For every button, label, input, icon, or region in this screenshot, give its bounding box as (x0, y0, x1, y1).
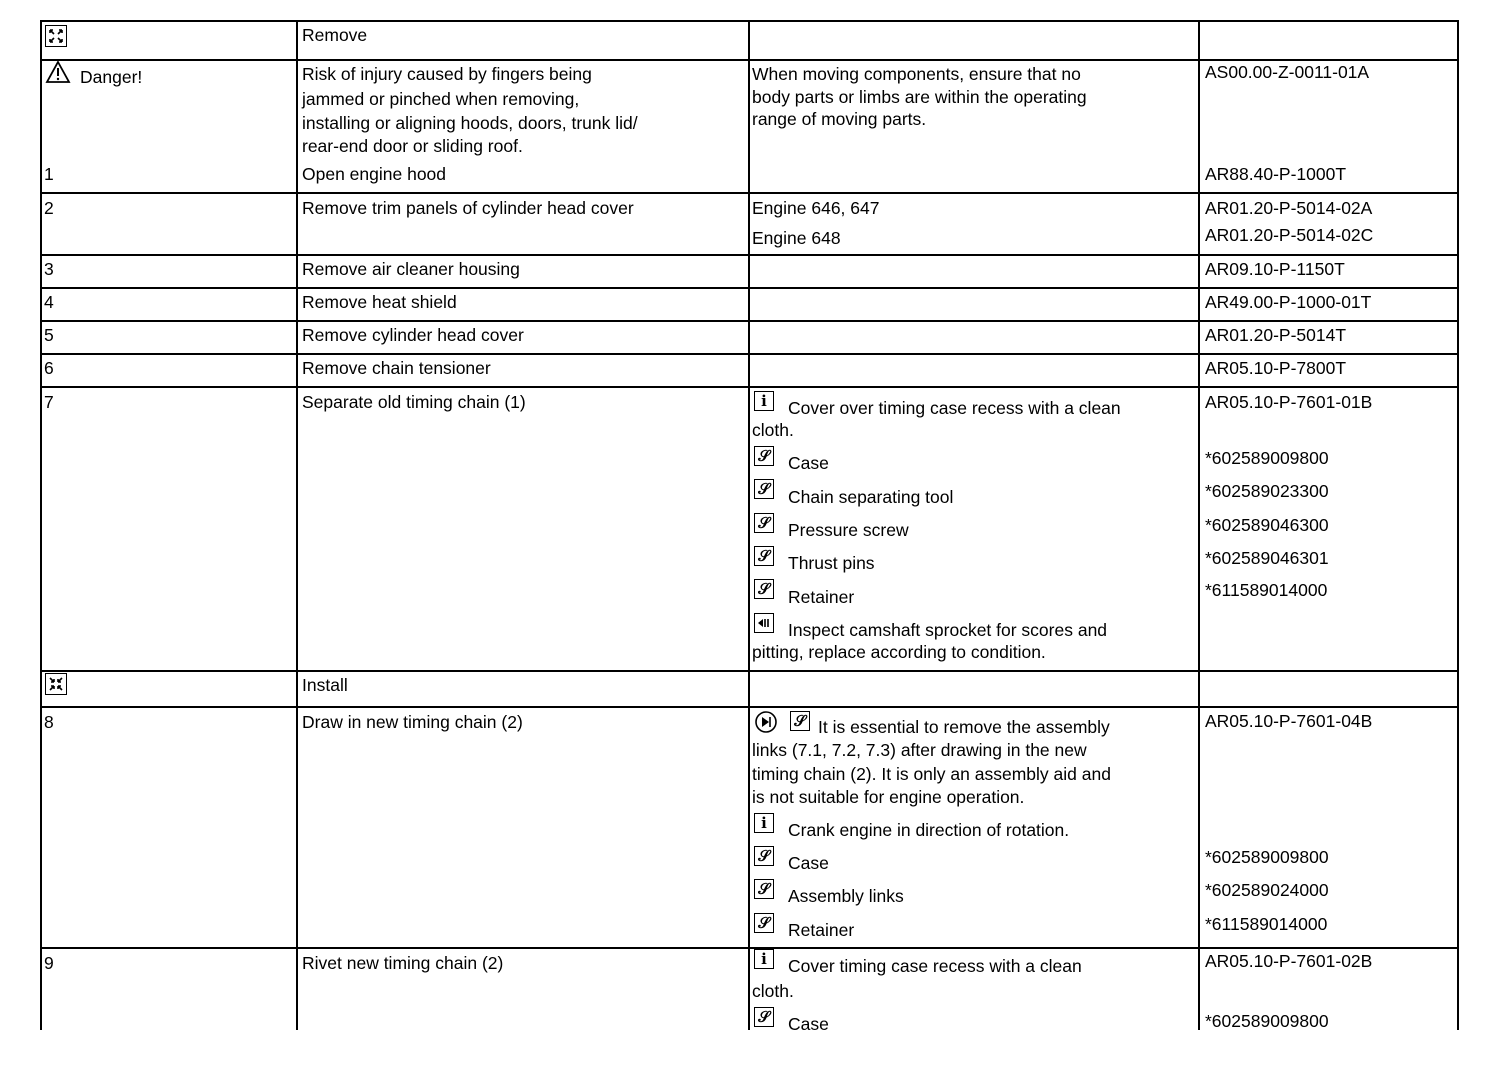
tool-part-number: *602589046301 (1205, 548, 1329, 568)
install-icon (45, 673, 67, 695)
warning-triangle-icon (45, 60, 71, 84)
step-note-line: links (7.1, 7.2, 7.3) after drawing in the new (752, 740, 1087, 760)
column-divider (40, 20, 42, 1030)
step-reference: AR09.10-P-1150T (1205, 259, 1345, 279)
column-divider (1198, 20, 1200, 1030)
danger-measure-line: range of moving parts. (752, 109, 927, 129)
step-number: 5 (44, 325, 54, 345)
step-reference: AR49.00-P-1000-01T (1205, 292, 1372, 312)
step-number: 7 (44, 392, 54, 412)
step-info-line: Crank engine in direction of rotation. (788, 820, 1070, 840)
special-tool-icon: 𝒮 (754, 879, 774, 899)
column-divider (748, 20, 750, 1030)
step-action: Remove heat shield (302, 292, 457, 312)
danger-risk-line: rear-end door or sliding roof. (302, 136, 523, 156)
tool-part-number: *602589024000 (1205, 880, 1329, 900)
special-tool-icon: 𝒮 (754, 913, 774, 933)
tool-label: Case (788, 1014, 829, 1034)
step-note: Engine 646, 647 (752, 198, 880, 218)
tool-part-number: *611589014000 (1205, 580, 1328, 600)
step-reference: AR05.10-P-7800T (1205, 358, 1347, 378)
step-number: 4 (44, 292, 54, 312)
step-note: Engine 648 (752, 228, 841, 248)
remove-icon (45, 25, 67, 47)
special-tool-icon: 𝒮 (754, 846, 774, 866)
special-tool-icon: 𝒮 (790, 711, 810, 731)
step-reference: AR01.20-P-5014-02A (1205, 198, 1373, 218)
step-number: 8 (44, 712, 54, 732)
tool-label: Assembly links (788, 886, 904, 906)
danger-reference: AS00.00-Z-0011-01A (1205, 62, 1370, 82)
inspect-icon (754, 613, 774, 633)
step-action: Remove air cleaner housing (302, 259, 520, 279)
step-number: 1 (44, 164, 54, 184)
tool-part-number: *602589046300 (1205, 515, 1329, 535)
special-tool-icon: 𝒮 (754, 1007, 774, 1027)
danger-risk-line: jammed or pinched when removing, (302, 89, 580, 109)
tool-label: Case (788, 453, 829, 473)
step-number: 9 (44, 953, 54, 973)
step-number: 6 (44, 358, 54, 378)
column-divider (1457, 20, 1459, 1030)
tool-label: Case (788, 853, 829, 873)
special-tool-icon: 𝒮 (754, 546, 774, 566)
step-info-line: cloth. (752, 420, 794, 440)
step-reference: AR88.40-P-1000T (1205, 164, 1347, 184)
step-info-line: cloth. (752, 981, 794, 1001)
step-action: Open engine hood (302, 164, 447, 184)
danger-risk-line: installing or aligning hoods, doors, trunk lid/ (302, 113, 638, 133)
info-icon: i (754, 391, 774, 411)
tool-label: Retainer (788, 920, 855, 940)
step-reference: AR01.20-P-5014T (1205, 325, 1347, 345)
special-tool-icon: 𝒮 (754, 446, 774, 466)
step-reference: AR05.10-P-7601-01B (1205, 392, 1373, 412)
step-note-line: timing chain (2). It is only an assembly aid and (752, 764, 1111, 784)
danger-measure-line: body parts or limbs are within the operating (752, 87, 1087, 107)
info-icon: i (754, 949, 774, 969)
step-number: 2 (44, 198, 54, 218)
step-number: 3 (44, 259, 54, 279)
inspect-line: Inspect camshaft sprocket for scores and (788, 620, 1108, 640)
step-note-line: It is essential to remove the assembly (818, 717, 1110, 737)
tool-part-number: *602589009800 (1205, 847, 1329, 867)
step-action: Remove chain tensioner (302, 358, 491, 378)
tool-part-number: *602589009800 (1205, 1011, 1329, 1031)
step-action: Remove cylinder head cover (302, 325, 524, 345)
step-info-line: Cover over timing case recess with a clean (788, 398, 1121, 418)
step-note-line: is not suitable for engine operation. (752, 787, 1025, 807)
info-icon: i (754, 813, 774, 833)
section-title-install: Install (302, 675, 348, 695)
section-title-remove: Remove (302, 25, 368, 45)
danger-label: Danger! (80, 67, 143, 87)
step-action: Remove trim panels of cylinder head cover (302, 198, 634, 218)
column-divider (296, 20, 298, 1030)
tool-label: Retainer (788, 587, 855, 607)
tool-label: Pressure screw (788, 520, 909, 540)
step-info-line: Cover timing case recess with a clean (788, 956, 1082, 976)
step-action: Draw in new timing chain (2) (302, 712, 523, 732)
special-tool-icon: 𝒮 (754, 579, 774, 599)
step-reference: AR05.10-P-7601-02B (1205, 951, 1373, 971)
tool-part-number: *602589009800 (1205, 448, 1329, 468)
danger-measure-line: When moving components, ensure that no (752, 64, 1081, 84)
step-reference: AR05.10-P-7601-04B (1205, 711, 1373, 731)
tool-label: Chain separating tool (788, 487, 954, 507)
special-tool-icon: 𝒮 (754, 513, 774, 533)
step-action: Rivet new timing chain (2) (302, 953, 504, 973)
step-action: Separate old timing chain (1) (302, 392, 526, 412)
special-tool-icon: 𝒮 (754, 479, 774, 499)
tool-part-number: *602589023300 (1205, 481, 1329, 501)
note-icon (754, 710, 778, 734)
tool-label: Thrust pins (788, 553, 875, 573)
tool-part-number: *611589014000 (1205, 914, 1328, 934)
danger-risk-line: Risk of injury caused by fingers being (302, 64, 592, 84)
step-reference: AR01.20-P-5014-02C (1205, 225, 1374, 245)
inspect-line: pitting, replace according to condition. (752, 642, 1046, 662)
